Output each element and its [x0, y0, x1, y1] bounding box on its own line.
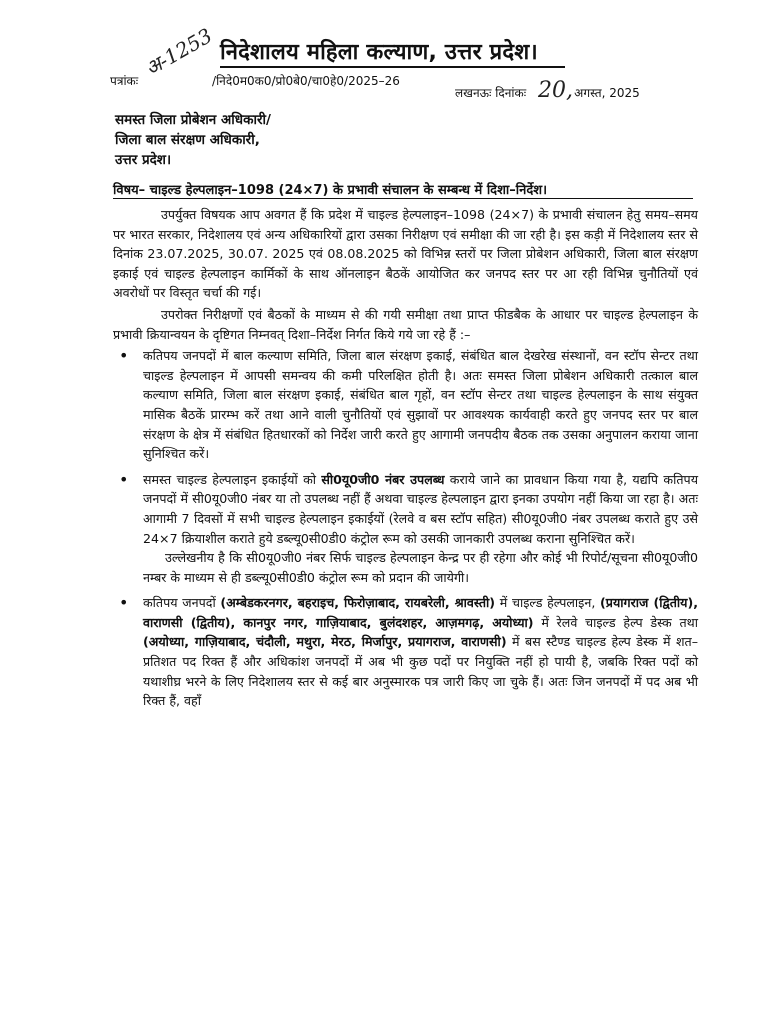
paragraph-intro: उपर्युक्त विषयक आप अवगत हैं कि प्रदेश में चाइल्ड हेल्पलाइन–1098 (24×7) के प्रभावी संचालन हेतु समय–समय पर भारत सरकार, निदेशालय एवं अन्य अधिकारियों द्वारा उसका निरीक्षण एवं समीक्षा की जा रही है। इस कड़ी में निदेशालय स्तर से दिनांक 23.07.2025, 30.07. 2025 एवं 08.08.2025 को विभिन्न स्तरों पर जिला प्रोबेशन अधिकारी, जिला बाल संरक्षण इकाई एवं चाइल्ड हेल्पलाइन कार्मिकों के साथ ऑनलाइन बैठकें आयोजित कर जनपद स्तर पर आ रही विभिन्न चुनौतियों एवं अवरोधों पर विस्तृत चर्चा की गई।	[113, 207, 698, 301]
vacancy-text-g: में बस स्टैण्ड चाइल्ड हेल्प डेस्क में शत–प्रतिशत पद रिक्त हैं और अधिकांश जनपदों में अब भी कुछ पदों पर नियुक्ति नहीं हो पायी है, जबकि रिक्त पदों को यथाशीघ्र भरने के लिए निदेशालय स्तर से कई बार अनुस्मारक पत्र जारी किए जा चुके हैं। अतः जिन जनपदों में पद अब भी रिक्त हैं, वहाँ	[143, 634, 699, 709]
letter-body	[113, 205, 698, 717]
vacancy-districts-railway: (प्रयागराज (द्वितीय), वाराणसी (द्वितीय), कानपुर नगर, गाज़ियाबाद, बुलंदशहर, आज़मगढ़, अयोध्या)	[143, 595, 699, 630]
vacancy-text-e: में रेलवे चाइल्ड हेल्प डेस्क तथा	[533, 614, 698, 630]
directive-coordination	[143, 346, 698, 464]
subject-line: विषय– चाइल्ड हेल्पलाइन–1098 (24×7) के प्रभावी संचालन के सम्बन्ध में दिशा–निर्देश।	[113, 183, 548, 198]
handwritten-date-day: 20,	[538, 78, 573, 103]
subject-underline	[113, 198, 693, 199]
cug-text-pre: समस्त चाइल्ड हेल्पलाइन इकाईयों को	[143, 471, 322, 487]
month-year: अगस्त, 2025	[574, 86, 640, 100]
vacancy-districts-bus: (अयोध्या, गाज़ियाबाद, चंदौली, मथुरा, मेरठ, मिर्जापुर, प्रयागराज, वाराणसी)	[143, 634, 507, 650]
letterhead-title: निदेशालय महिला कल्याण, उत्तर प्रदेश।	[220, 40, 538, 65]
handwritten-reference-number: अ-1253	[141, 23, 217, 81]
directive-coordination-text: कतिपय जनपदों में बाल कल्याण समिति, जिला बाल संरक्षण इकाई, संबंधित बाल देखरेख संस्थानों, वन स्टॉप सेन्टर तथा चाइल्ड हेल्पलाइन में आपसी समन्वय की कमी परिलक्षित होती है। अतः समस्त जिला प्रोबेशन अधिकारी तत्काल बाल कल्याण समिति, जिला बाल संरक्षण इकाई, संबंधित बाल गृहों, वन स्टॉप सेन्टर तथा चाइल्ड हेल्पलाइन के साथ संयुक्त मासिक बैठकें प्रारम्भ करें तथा आने वाली चुनौतियों एवं सुझावों पर आवश्यक कार्यवाही करते हुए जनपद स्तर पर बाल संरक्षण के क्षेत्र में संबंधित हितधारकों को निर्देश जारी करते हुए आगामी जनपदीय बैठक तक उसका अनुपालन कराया जाना सुनिश्चित करें।	[143, 348, 698, 462]
date-prefix: लखनऊः दिनांकः	[455, 86, 527, 100]
addressee-line-2: जिला बाल संरक्षण अधिकारी,	[115, 132, 260, 148]
file-number: /निदे0म0क0/प्रो0बे0/चा0हे0/2025–26	[212, 74, 400, 88]
title-underline	[220, 66, 565, 68]
directive-vacancies	[143, 593, 698, 711]
vacancy-text-a: कतिपय जनपदों	[143, 595, 221, 611]
addressee-line-3: उत्तर प्रदेश।	[115, 152, 172, 168]
cug-note: उल्लेखनीय है कि सी0यू0जी0 नंबर सिर्फ चाइल्ड हेल्पलाइन केन्द्र पर ही रहेगा और कोई भी रिपोर्ट/सूचना सी0यू0जी0 नम्बर के माध्यम से ही डब्ल्यू0सी0डी0 कंट्रोल रूम को प्रदान की जायेगी।	[143, 550, 698, 585]
addressee-line-1: समस्त जिला प्रोबेशन अधिकारी/	[115, 112, 271, 128]
addressee-block	[115, 110, 271, 170]
vacancy-districts-helpline: (अम्बेडकरनगर, बहराइच, फिरोज़ाबाद, रायबरेली, श्रावस्ती)	[220, 595, 496, 611]
reference-label: पत्रांकः	[110, 74, 139, 88]
cug-text-post: कराये जाने का प्रावधान किया गया है, यद्यपि कतिपय जनपदों में सी0यू0जी0 नंबर या तो उपलब्ध नहीं हैं अथवा चाइल्ड हेल्पलाइन द्वारा इनका उपयोग नहीं किया जा रहा है। अतः आगामी 7 दिवसों में सभी चाइल्ड हेल्पलाइन इकाईयों (रेलवे व बस स्टॉप सहित) सी0यू0जी0 नंबर उपलब्ध कराते हुए उसे 24×7 क्रियाशील कराते हुये डब्ल्यू0सी0डी0 कंट्रोल रूम को उसकी जानकारी उपलब्ध कराना सुनिश्चित करें।	[143, 471, 698, 546]
cug-text-bold: सी0यू0जी0 नंबर उपलब्ध	[321, 471, 445, 487]
directive-list	[113, 346, 698, 711]
vacancy-text-c: में चाइल्ड हेल्पलाइन,	[495, 595, 601, 611]
directive-cug-number	[143, 470, 698, 588]
paragraph-review: उपरोक्त निरीक्षणों एवं बैठकों के माध्यम से की गयी समीक्षा तथा प्राप्त फीडबैक के आधार पर चाइल्ड हेल्पलाइन के प्रभावी क्रियान्वयन के दृष्टिगत निम्नवत् दिशा–निर्देश निर्गत किये गये जा रहे हैं :–	[113, 306, 698, 342]
